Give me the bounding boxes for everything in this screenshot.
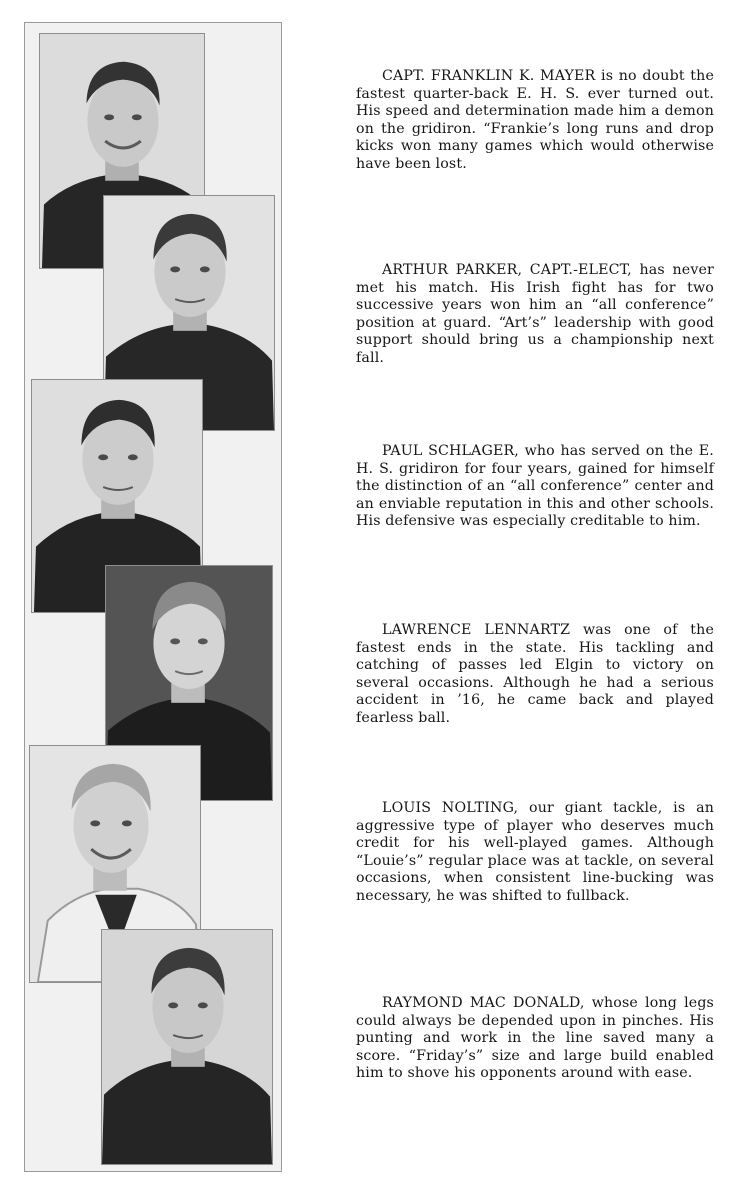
- player-name: PAUL SCHLAGER,: [382, 443, 519, 459]
- player-name: LOUIS NOLTING,: [382, 800, 519, 816]
- portrait-photo-macdonald: [101, 929, 273, 1165]
- bio-text: our giant tackle, is an aggressive type of player who deserves much credit for his well-played games. Although “Louie’s” regular place was at tackle, on several occasions, when consistent line-bucking was necessary, he was shifted to fullback.: [356, 800, 714, 904]
- bio-text: has never met his match. His Irish fight has for two successive years won him an “all conference” position at guard. “Art’s” leadership with good support should bring us a championship next fall.: [356, 262, 714, 366]
- bio-schlager: [356, 443, 714, 531]
- player-name: LAWRENCE LENNARTZ: [382, 622, 571, 638]
- bio-text: is no doubt the fastest quarter-back E. H. S. ever turned out. His speed and determination made him a demon on the gridiron. “Frankie’s long runs and drop kicks won many games which would otherwise have been lost.: [356, 68, 714, 172]
- bio-parker: [356, 262, 714, 368]
- bio-lennartz: [356, 622, 714, 728]
- bio-text: who has served on the E. H. S. gridiron for four years, gained for himself the distinction of an “all conference” center and an enviable reputation in this and other schools. His defensive was especially creditable to him.: [356, 443, 714, 530]
- bio-nolting: [356, 800, 714, 906]
- bio-macdonald: [356, 995, 714, 1083]
- player-name: CAPT. FRANKLIN K. MAYER: [382, 68, 596, 84]
- player-name: ARTHUR PARKER, CAPT.-ELECT,: [382, 262, 632, 278]
- player-name: RAYMOND MAC DONALD,: [382, 995, 585, 1011]
- photo-strip: [24, 22, 282, 1172]
- bio-text: was one of the fastest ends in the state. His tackling and catching of passes led Elgin to victory on several occasions. Although he had a serious accident in ’16, he came back and played fearless ball.: [356, 622, 714, 726]
- bio-text: whose long legs could always be depended upon in pinches. His punting and work in the line saved many a score. “Friday’s” size and large build enabled him to shove his opponents around with ease.: [356, 995, 714, 1082]
- bio-mayer: [356, 68, 714, 174]
